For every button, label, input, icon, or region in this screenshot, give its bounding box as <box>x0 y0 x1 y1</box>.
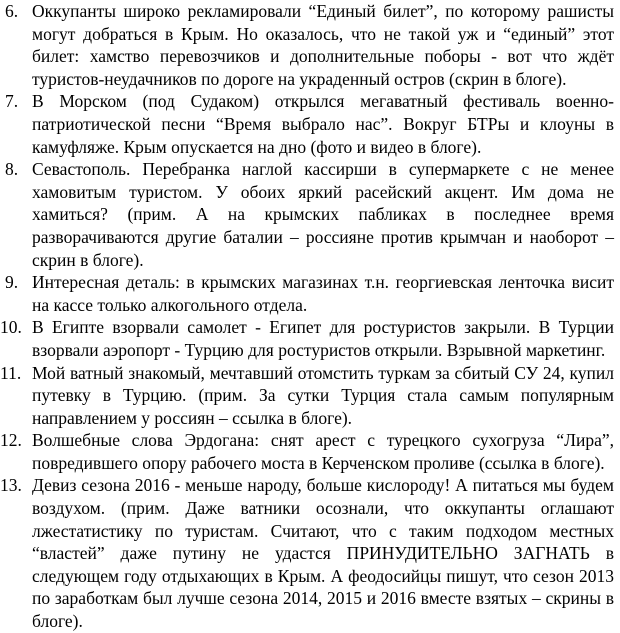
list-item-7 <box>0 90 614 158</box>
list-item-6 <box>0 0 614 90</box>
list-item-12 <box>0 429 614 474</box>
item-text: В Морском (под Судаком) открылся мегаватный фестиваль военно-патриотической песни “Время выбрало нас”. Вокруг БТРы и клоуны в камуфляже. Крым опускается на дно (фото и видео в блоге). <box>32 91 614 157</box>
item-number: 9. <box>5 272 19 293</box>
item-text: Волшебные слова Эрдогана: снят арест с турецкого сухогруза “Лира”, повредившего опору рабочего моста в Керченском проливе (ссылка в блоге). <box>32 430 614 473</box>
item-text: Интересная деталь: в крымских магазинах т.н. георгиевская ленточка висит на кассе только алкогольного отдела. <box>32 272 614 315</box>
item-number: 12. <box>0 430 22 451</box>
item-text: Мой ватный знакомый, мечтавший отомстить туркам за сбитый СУ 24, купил путевку в Турцию. (прим. За сутки Турция стала самым популярным направлением у россиян – ссылка в блоге). <box>32 362 614 428</box>
item-number: 8. <box>5 159 19 180</box>
list-item-11 <box>0 362 614 430</box>
list-item-10 <box>0 316 614 361</box>
list-item-9 <box>0 271 614 316</box>
list-item-13 <box>0 474 614 632</box>
item-number: 6. <box>5 1 19 21</box>
item-text: В Египте взорвали самолет - Египет для ростуристов закрыли. В Турции взорвали аэропорт - Турцию для ростуристов открыли. Взрывной маркетинг. <box>32 317 614 360</box>
item-number: 13. <box>0 475 22 496</box>
item-number: 10. <box>0 317 22 338</box>
item-text: Оккупанты широко рекламировали “Единый билет”, по которому рашисты могут добраться в Крым. Но оказалось, что не такой уж и “единый” этот билет: хамство перевозчиков и дополнительные поборы - вот что ждёт туристов-неудачников по дороге на украденный остров (скрин в блоге). <box>32 1 614 89</box>
item-number: 7. <box>5 91 19 112</box>
item-text: Севастополь. Перебранка наглой кассирши в супермаркете с не менее хамовитым туристом. У обоих яркий расейский акцент. Им дома не хамиться? (прим. А на крымских пабликах в последнее время разворачиваются другие баталии – россияне против крымчан и наоборот – скрин в блоге). <box>32 159 614 270</box>
item-number: 11. <box>0 362 22 383</box>
item-text: Девиз сезона 2016 - меньше народу, больше кислороду! А питаться мы будем воздухом. (прим. Даже ватники осознали, что оккупанты оглашают лжестатистику по туристам. Считают, что с таким подходом местных “властей” даже путину не удастся ПРИНУДИТЕЛЬНО ЗАГНАТЬ в следующем году отдыхающих в Крым. А феодосийцы пишут, что сезон 2013 по заработкам был лучше сезона 2014, 2015 и 2016 вместе взятых – скрины в блоге). <box>32 475 614 632</box>
list-item-8 <box>0 158 614 271</box>
